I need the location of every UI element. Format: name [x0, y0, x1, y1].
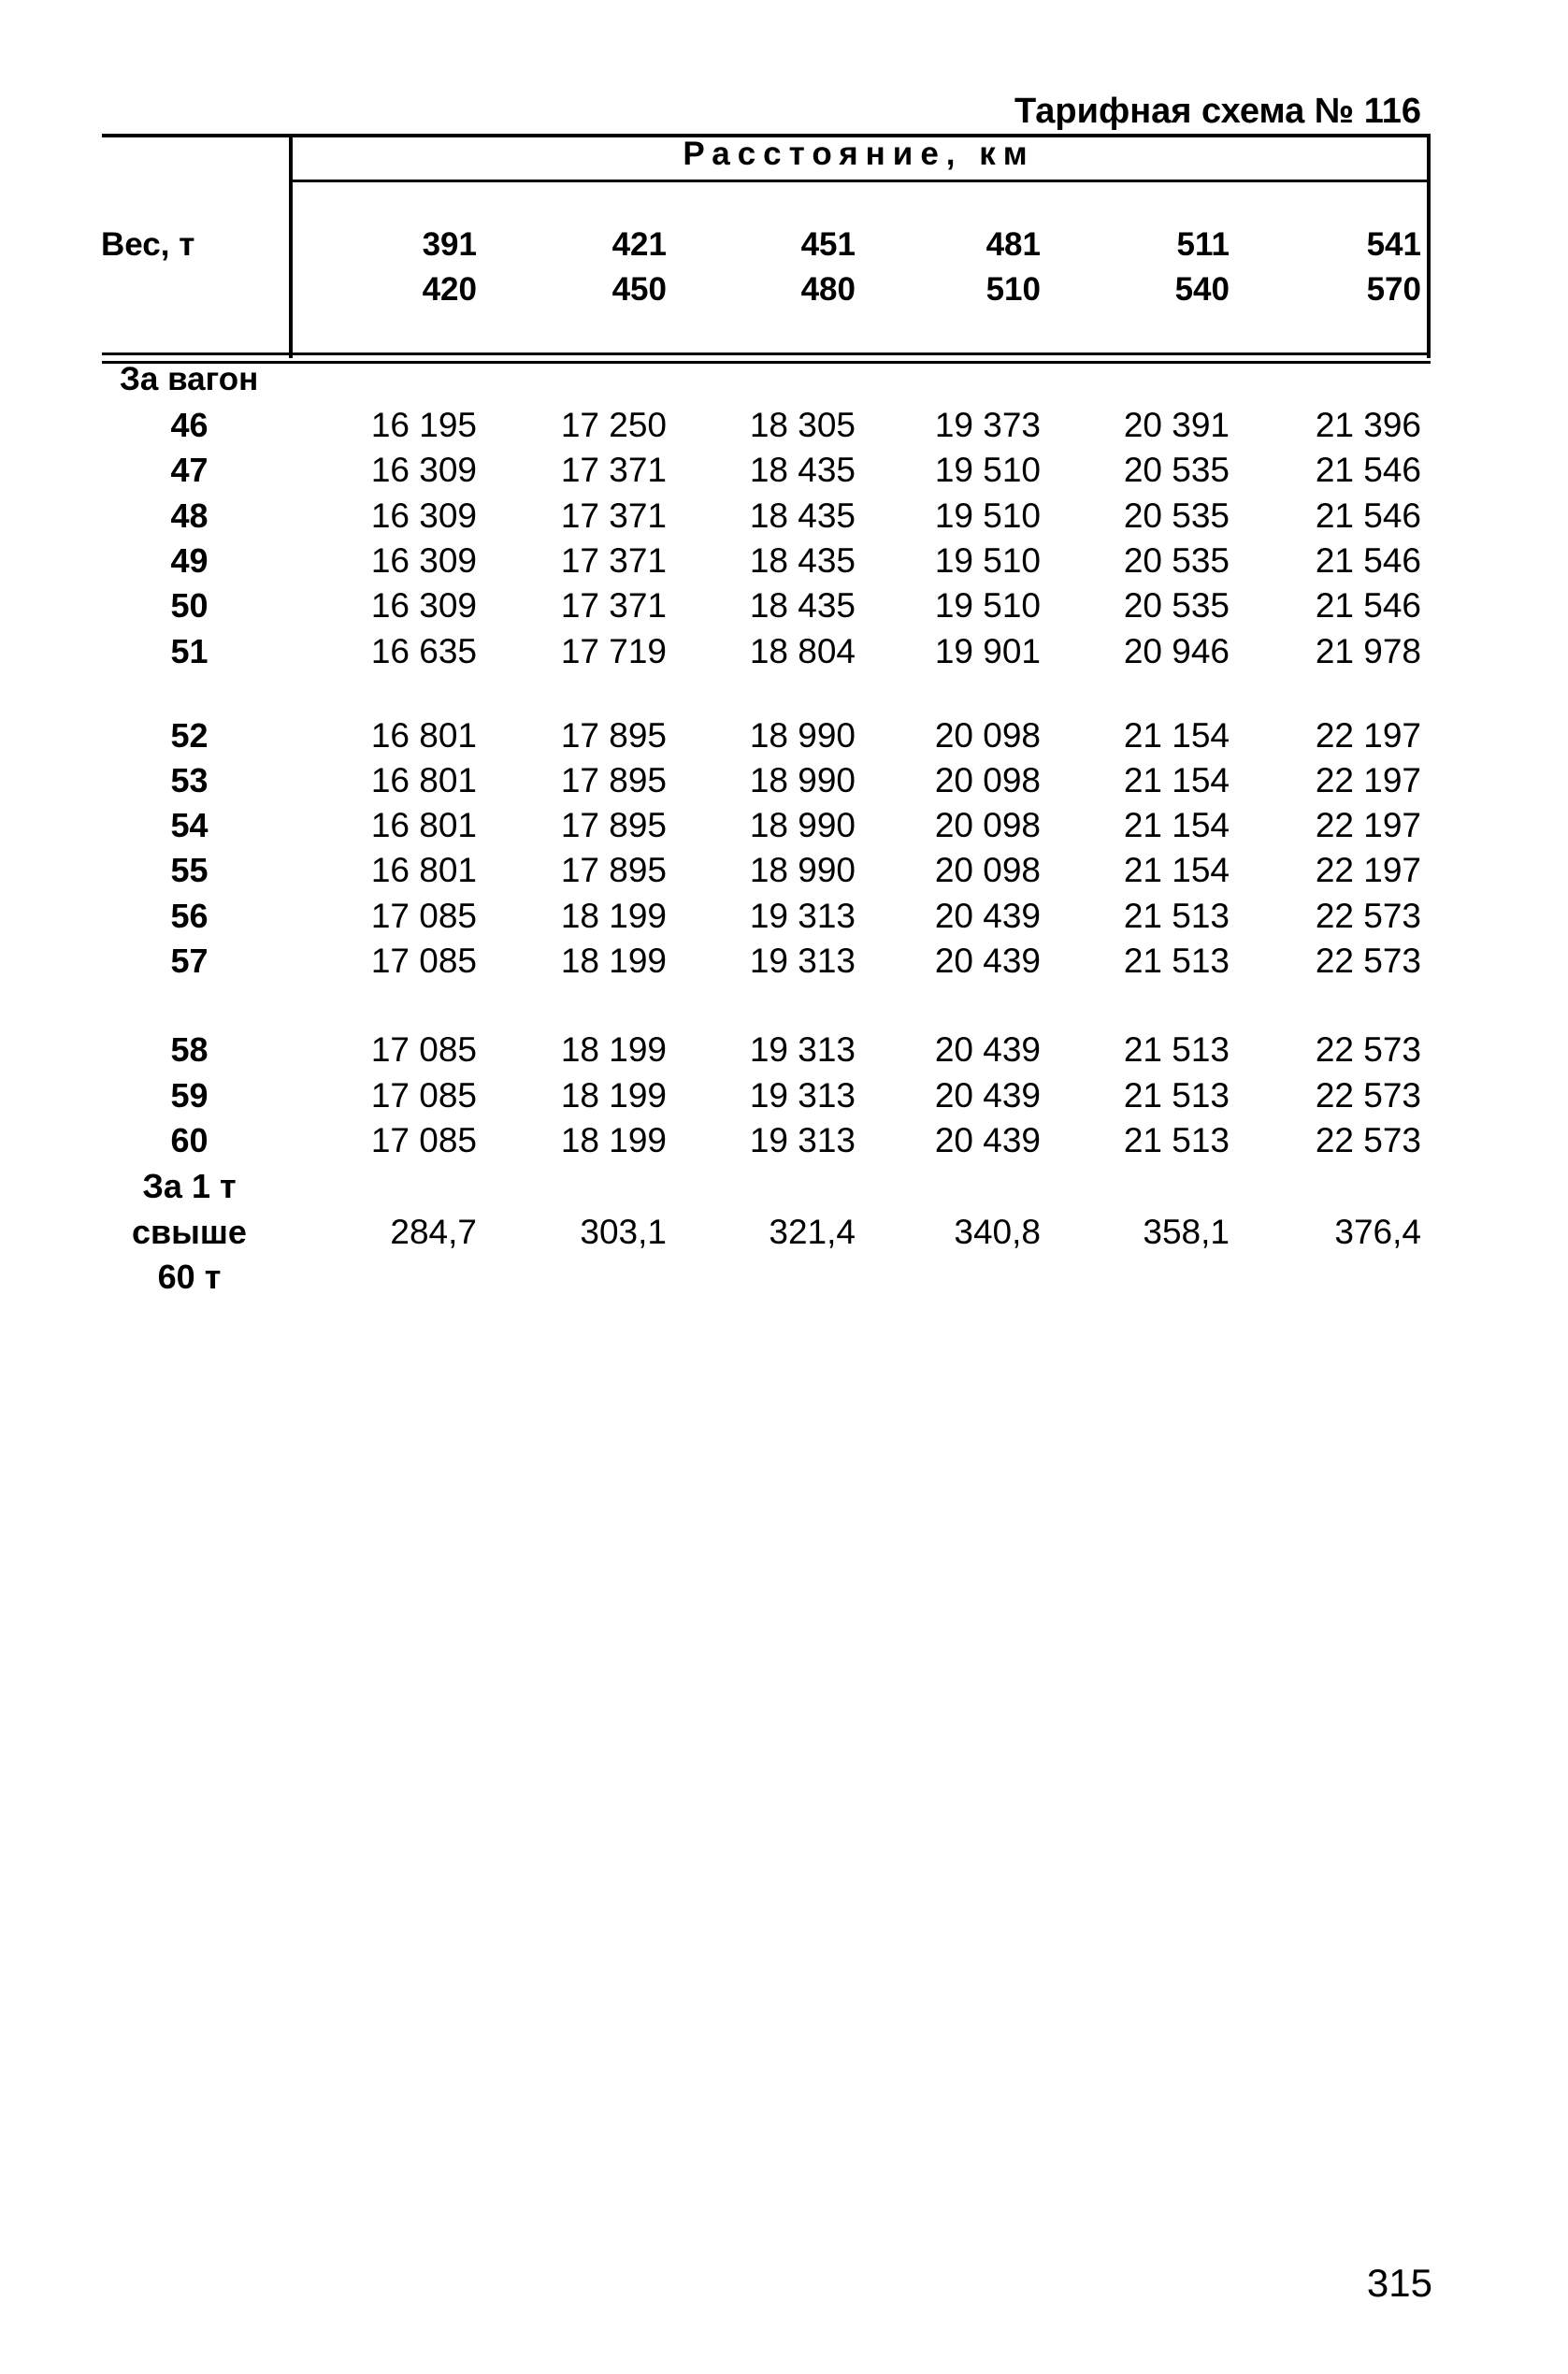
table-cell: 21 154 [1123, 851, 1230, 889]
table-cell: 20 391 [1123, 406, 1230, 444]
per-ton-cell: 358,1 [1143, 1213, 1230, 1251]
table-cell: 17 895 [560, 716, 667, 755]
table-cell: 17 085 [370, 1030, 477, 1069]
table-cell: 18 990 [749, 851, 856, 889]
table-cell: 18 435 [749, 586, 856, 625]
distance-range-header [1089, 223, 1230, 312]
extra-row-label-line: За 1 т [142, 1167, 237, 1205]
table-cell: 20 098 [934, 761, 1041, 799]
distance-range-header [1281, 223, 1421, 312]
distance-label: Расстояние, км [683, 136, 1035, 172]
table-cell: 20 535 [1123, 541, 1230, 580]
table-cell: 18 990 [749, 716, 856, 755]
row-weight-label: 46 [170, 406, 209, 444]
table-cell: 17 895 [560, 851, 667, 889]
table-cell: 20 098 [934, 806, 1041, 844]
distance-range-header [715, 223, 856, 312]
table-cell: 17 371 [560, 496, 667, 535]
table-cell: 19 313 [749, 942, 856, 980]
table-cell: 16 195 [370, 406, 477, 444]
table-cell: 20 946 [1123, 632, 1230, 670]
table-cell: 18 199 [560, 942, 667, 980]
range-from: 421 [611, 226, 667, 263]
table-cell: 18 990 [749, 806, 856, 844]
row-weight-label: 59 [170, 1076, 209, 1115]
table-cell: 16 309 [370, 586, 477, 625]
row-weight-label: 49 [170, 541, 209, 580]
row-weight-label: 55 [170, 851, 209, 889]
table-cell: 21 154 [1123, 806, 1230, 844]
per-ton-cell: 376,4 [1334, 1213, 1421, 1251]
table-cell: 19 510 [934, 541, 1041, 580]
distance-range-header [900, 223, 1041, 312]
table-cell: 18 199 [560, 1121, 667, 1159]
table-cell: 17 250 [560, 406, 667, 444]
table-cell: 18 990 [749, 761, 856, 799]
table-cell: 21 154 [1123, 716, 1230, 755]
per-ton-cell: 340,8 [954, 1213, 1041, 1251]
table-cell: 21 513 [1123, 897, 1230, 935]
table-cell: 22 197 [1315, 716, 1421, 755]
table-cell: 20 535 [1123, 496, 1230, 535]
table-cell: 17 895 [560, 761, 667, 799]
table-cell: 17 371 [560, 586, 667, 625]
table-cell: 20 439 [934, 897, 1041, 935]
range-to: 450 [611, 271, 667, 308]
range-from: 391 [422, 226, 477, 263]
range-to: 420 [422, 271, 477, 308]
table-cell: 16 635 [370, 632, 477, 670]
table-cell: 21 396 [1315, 406, 1421, 444]
table-cell: 19 510 [934, 496, 1041, 535]
row-weight-label: 47 [170, 451, 209, 489]
header-right-rule [1427, 134, 1431, 358]
table-cell: 20 535 [1123, 586, 1230, 625]
table-cell: 16 801 [370, 806, 477, 844]
row-weight-label: 56 [170, 897, 209, 935]
table-cell: 22 573 [1315, 1121, 1421, 1159]
table-cell: 18 199 [560, 1076, 667, 1115]
table-cell: 16 309 [370, 496, 477, 535]
table-cell: 19 313 [749, 897, 856, 935]
table-cell: 18 199 [560, 897, 667, 935]
table-cell: 18 435 [749, 541, 856, 580]
table-cell: 21 513 [1123, 942, 1230, 980]
table-cell: 19 373 [934, 406, 1041, 444]
table-cell: 21 154 [1123, 761, 1230, 799]
row-weight-label: 48 [170, 496, 209, 535]
table-cell: 20 535 [1123, 451, 1230, 489]
table-cell: 18 435 [749, 451, 856, 489]
table-cell: 17 371 [560, 541, 667, 580]
table-cell: 20 439 [934, 1076, 1041, 1115]
table-cell: 17 719 [560, 632, 667, 670]
table-cell: 22 573 [1315, 1030, 1421, 1069]
range-to: 540 [1174, 271, 1230, 308]
row-weight-label: 53 [170, 761, 209, 799]
table-cell: 16 801 [370, 851, 477, 889]
weight-column-label: Вес, т [101, 226, 195, 263]
range-from: 451 [800, 226, 856, 263]
row-weight-label: 50 [170, 586, 209, 625]
table-cell: 22 197 [1315, 851, 1421, 889]
per-ton-cell: 321,4 [769, 1213, 856, 1251]
table-cell: 18 305 [749, 406, 856, 444]
table-cell: 17 085 [370, 1121, 477, 1159]
table-cell: 21 546 [1315, 541, 1421, 580]
table-cell: 18 804 [749, 632, 856, 670]
table-cell: 21 546 [1315, 586, 1421, 625]
range-to: 570 [1366, 271, 1421, 308]
per-ton-cell: 303,1 [580, 1213, 667, 1251]
range-from: 481 [985, 226, 1041, 263]
header-bottom-rule-1 [102, 353, 1431, 355]
table-cell: 19 901 [934, 632, 1041, 670]
table-cell: 17 085 [370, 1076, 477, 1115]
row-weight-label: 51 [170, 632, 209, 670]
per-ton-cell: 284,7 [390, 1213, 477, 1251]
row-weight-label: 52 [170, 716, 209, 755]
table-cell: 19 313 [749, 1030, 856, 1069]
row-weight-label: 57 [170, 942, 209, 980]
table-cell: 18 435 [749, 496, 856, 535]
range-from: 511 [1176, 226, 1230, 263]
table-cell: 19 313 [749, 1076, 856, 1115]
table-cell: 21 546 [1315, 451, 1421, 489]
range-from: 541 [1366, 226, 1421, 263]
table-cell: 19 510 [934, 451, 1041, 489]
table-cell: 20 439 [934, 1030, 1041, 1069]
table-cell: 20 098 [934, 716, 1041, 755]
table-cell: 20 439 [934, 1121, 1041, 1159]
table-cell: 21 513 [1123, 1076, 1230, 1115]
table-cell: 17 085 [370, 897, 477, 935]
range-to: 480 [800, 271, 856, 308]
row-weight-label: 58 [170, 1030, 209, 1069]
table-cell: 20 098 [934, 851, 1041, 889]
table-cell: 18 199 [560, 1030, 667, 1069]
extra-row-label-line: свыше [132, 1213, 247, 1251]
table-cell: 21 978 [1315, 632, 1421, 670]
table-cell: 22 573 [1315, 942, 1421, 980]
distance-range-header [337, 223, 477, 312]
extra-row-label-line: 60 т [157, 1258, 222, 1296]
table-cell: 17 085 [370, 942, 477, 980]
table-cell: 16 309 [370, 451, 477, 489]
table-cell: 19 313 [749, 1121, 856, 1159]
section-label: За вагон [120, 361, 259, 397]
table-cell: 22 573 [1315, 1076, 1421, 1115]
table-cell: 16 309 [370, 541, 477, 580]
distance-label-rule [289, 180, 1431, 182]
page-title: Тарифная схема № 116 [1014, 92, 1421, 131]
table-cell: 21 513 [1123, 1030, 1230, 1069]
table-cell: 17 371 [560, 451, 667, 489]
page-number: 315 [1366, 2261, 1432, 2305]
row-weight-label: 60 [170, 1121, 209, 1159]
table-cell: 20 439 [934, 942, 1041, 980]
row-weight-label: 54 [170, 806, 209, 844]
distance-range-header [526, 223, 667, 312]
header-bottom-rule-2 [102, 361, 1431, 364]
table-cell: 22 197 [1315, 761, 1421, 799]
table-cell: 21 546 [1315, 496, 1421, 535]
range-to: 510 [985, 271, 1041, 308]
table-cell: 22 197 [1315, 806, 1421, 844]
table-cell: 16 801 [370, 761, 477, 799]
table-cell: 19 510 [934, 586, 1041, 625]
table-cell: 17 895 [560, 806, 667, 844]
table-cell: 22 573 [1315, 897, 1421, 935]
table-cell: 16 801 [370, 716, 477, 755]
table-cell: 21 513 [1123, 1121, 1230, 1159]
